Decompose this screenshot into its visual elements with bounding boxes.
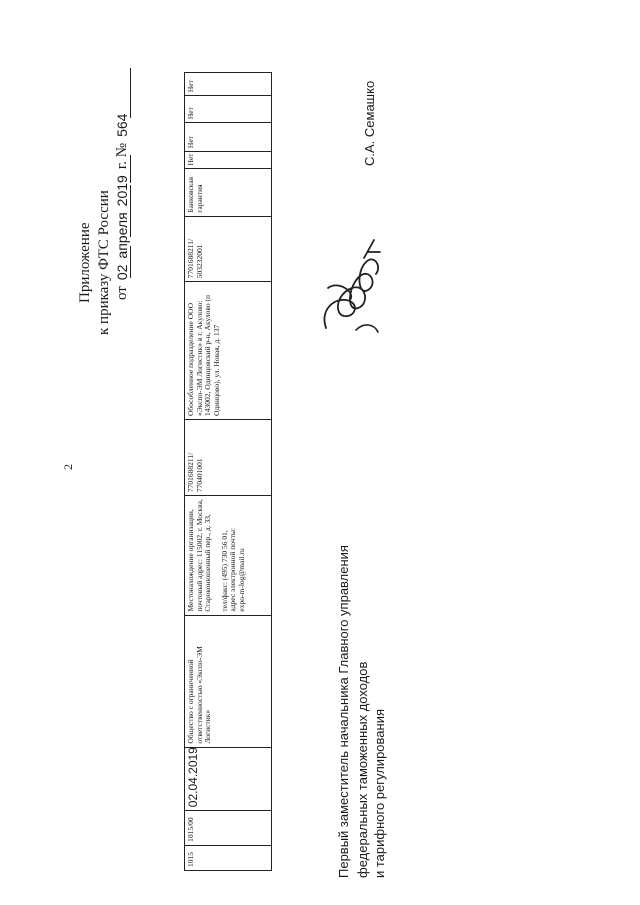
order-year: 2019 <box>114 175 130 207</box>
order-number: 564 <box>114 113 130 137</box>
signatory-title-line2: федеральных таможенных доходов <box>355 661 370 878</box>
table-cell <box>185 281 271 419</box>
year-underline <box>130 155 131 183</box>
order-date-line <box>114 114 130 300</box>
table-cell <box>185 168 271 215</box>
handwritten-date: 02.04.2019 <box>186 747 200 808</box>
table-cell <box>185 615 271 747</box>
table-cell: Нет <box>185 151 271 168</box>
table-cell: Нет <box>185 95 271 122</box>
organization-address: Местонахождение организации, почтовый адрес: 115002, г. Москва, Староконюшенный пер., д. 33, тел/факс: (495) 730 56 01, адрес электронной почты: expo-m-log@mail.ru <box>186 499 246 612</box>
page-number: 2 <box>61 464 75 470</box>
signatory-name: С.А. Семашко <box>362 80 377 166</box>
table-cell: Нет <box>186 80 195 93</box>
month-underline <box>130 185 131 237</box>
year-suffix: г. № <box>114 142 130 170</box>
day-underline <box>130 246 131 278</box>
signatory-title-line3: и тарифного регулирования <box>372 709 387 878</box>
table-cell <box>185 216 271 282</box>
number-underline <box>130 68 131 118</box>
date-prefix: от <box>114 286 130 300</box>
table-cell <box>185 495 271 614</box>
table-cell: 1015/00 <box>185 810 271 845</box>
order-month: апреля <box>114 212 130 259</box>
guarantee-type: Банковская гарантия <box>186 176 204 213</box>
signatory-title-line1: Первый заместитель начальника Главного управления <box>336 545 351 878</box>
table-cell: Нет <box>185 122 271 151</box>
registry-table <box>184 72 272 871</box>
handwritten-signature <box>316 228 388 346</box>
table-cell <box>185 419 271 495</box>
order-reference: к приказу ФТС России <box>96 190 112 335</box>
inn-kpp: 7701688211/ 770401001 <box>186 452 204 493</box>
branch-address: Обособленное подразделение ООО «Экспо-ЭМ Логистик» в г. Акулово: 143002, Одинцовский р-н, Акулово (п Одинцово), ул. Новая, д. 137 <box>186 294 221 416</box>
organization-name: Общество с ограниченной ответственностью «Экспо-ЭМ Логистик» <box>186 646 213 744</box>
order-day: 02 <box>114 264 130 281</box>
appendix-label: Приложение <box>77 222 93 303</box>
table-cell <box>185 747 271 811</box>
branch-inn-kpp: 7701688211/ 503232001 <box>186 238 204 279</box>
table-cell: 1015 <box>185 845 271 870</box>
